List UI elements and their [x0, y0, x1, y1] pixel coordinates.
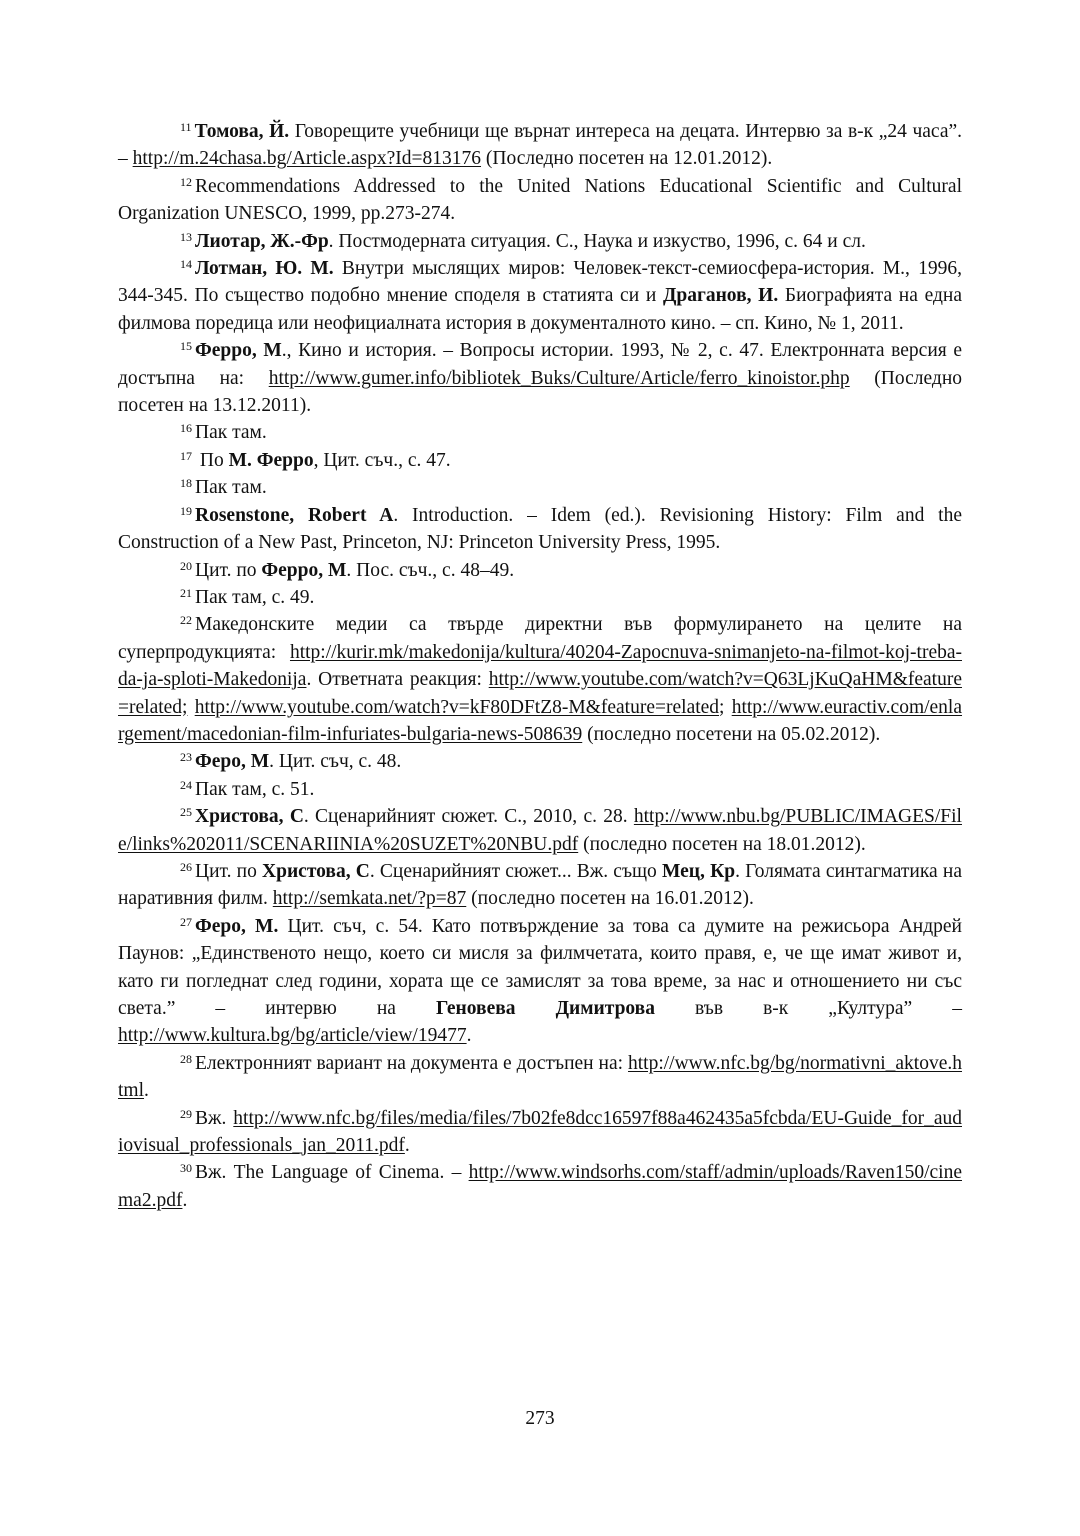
footnote-link[interactable]: http://semkata.net/?p=87 [272, 888, 467, 910]
footnote-16: $^{16}$ Пак там. [180, 421, 267, 444]
footnote-29: $^{29}$ Вж. http://www.nfc.bg/files/media/files/7b02fe8dcc16597f88a462435a5fcbda/EU-Guide_for_audiovisual_professionals_jan_2011.pdf. [118, 1106, 962, 1157]
footnote-26: $^{26}$ Цит. по Христова, С. Сценарийният сюжет... Вж. също Мец, Кр. Голямата синтагматика на наративния филм. http://semkata.net/?p=87 (последно посетен на 16.01.2012). [118, 859, 962, 910]
footnote-23: $^{23}$ Феро, М. Цит. съч, с. 48. [180, 750, 402, 773]
footnote-28: $^{28}$ Електронният вариант на документа е достъпен на: http://www.nfc.bg/bg/normativni_aktove.html. [118, 1051, 962, 1102]
footnote-number: 16 [180, 421, 192, 436]
footnote-link[interactable]: http://www.youtube.com/watch?v=Q63LjKuQaHM&feature=related; [118, 669, 962, 718]
footnote-number: 18 [180, 476, 192, 491]
footnote-number: 19 [180, 503, 192, 518]
footnote-number: 29 [180, 1106, 192, 1121]
footnote-link[interactable]: http://www.nfc.bg/files/media/files/7b02fe8dcc16597f88a462435a5fcbda/EU-Guide_for_audiovisual_professionals_jan_2011.pdf [118, 1107, 962, 1157]
footnote-14: $^{14}$ Лотман, Ю. М. Внутри мыслящих миров: Человек-текст-семиосфера-история. М., 1996, 344-345. По същество подобно мнение споделя в статията си и Драганов, И. Биографията на една филмова поредица или неофициалната история в документалното кино. – сп. Кино, № 1, 2011. [118, 257, 962, 334]
footnote-number: 11 [180, 120, 192, 134]
footnote-19: $^{19}$ Rosenstone, Robert A. Introduction. – Idem (ed.). Revisioning History: Film and the Construction of a New Past, Princeton, NJ: Princeton University Press, 1995. [118, 503, 962, 554]
footnote-25: $^{25}$ Христова, С. Сценарийният сюжет. С., 2010, с. 28. http://www.nbu.bg/PUBLIC/IMAGES/File/links%202011/SCENARIINIA%20SUZET%20NBU.pdf (последно посетен на 18.01.2012). [118, 805, 962, 855]
footnote-number: 24 [180, 777, 192, 792]
footnote-11: $^{11}$ Томова, Й. Говорещите учебници ще върнат интереса на децата. Интервю за в-к „24 часа”. – http://m.24chasa.bg/Article.aspx?Id=813176 (Последно посетен на 12.01.2012). [118, 120, 963, 170]
page-number: 273 [525, 1408, 555, 1429]
footnote-number: 14 [180, 257, 192, 272]
footnote-20: $^{20}$ Цит. по Ферро, М. Пос. съч., с. 48–49. [180, 558, 515, 581]
footnote-number: 28 [180, 1051, 192, 1066]
footnote-link[interactable]: http://www.youtube.com/watch?v=kF80DFtZ8-M&feature=related [194, 696, 720, 718]
footnote-17: $^{17}$ По М. Ферро, Цит. съч., с. 47. [180, 448, 451, 471]
footnote-number: 12 [180, 174, 192, 189]
footnote-21: $^{21}$ Пак там, с. 49. [180, 585, 315, 608]
footnote-number: 27 [180, 914, 192, 929]
footnote-number: 22 [180, 613, 192, 628]
footnote-number: 17 [180, 448, 192, 463]
footnote-link[interactable]: http://www.kultura.bg/bg/article/view/19477 [118, 1025, 467, 1047]
footnote-30: $^{30}$ Вж. The Language of Cinema. – http://www.windsorhs.com/staff/admin/uploads/Raven150/cinema2.pdf. [118, 1161, 962, 1211]
footnote-18: $^{18}$ Пак там. [180, 476, 267, 499]
footnote-number: 30 [180, 1161, 192, 1176]
footnotes-block [118, 118, 962, 1214]
footnote-22: $^{22}$ Македонските медии са твърде директни във формулирането на целите на суперпродукцията: http://kurir.mk/makedonija/kultura/40204-Zapocnuva-snimanjeto-na-filmot-koj-treba-da-ja-sploti-Makedonija. Ответната реакция: http://www.youtube.com/watch?v=Q63LjKuQaHM&feature=related; http://www.youtube.com/watch?v=kF80DFtZ8-M&feature=related; http://www.euractiv.com/enlargement/macedonian-film-infuriates-bulgaria-news-508639 (последно посетени на 05.02.2012). [118, 613, 963, 745]
footnote-number: 25 [180, 805, 192, 820]
footnote-12: $^{12}$ Recommendations Addressed to the United Nations Educational Scientific and Cultural Organization UNESCO, 1999, pp.273-274. [118, 174, 962, 225]
footnote-number: 21 [180, 585, 192, 600]
footnote-number: 26 [180, 859, 192, 874]
footnote-link[interactable]: http://m.24chasa.bg/Article.aspx?Id=813176 [132, 148, 482, 170]
footnote-15: $^{15}$ Феppо, М., Кино и история. – Вопросы истории. 1993, № 2, с. 47. Електронната версия е достъпна на: http://www.gumer.info/bibliotek_Buks/Culture/Article/ferro_kinoistor.php (Последно посетен на 13.12.2011). [118, 339, 963, 417]
footnote-link[interactable]: http://www.euractiv.com/enlargement/macedonian-film-infuriates-bulgaria-news-508639 [118, 696, 963, 745]
footnote-24: $^{24}$ Пак там, с. 51. [180, 777, 315, 800]
footnote-link[interactable]: http://kurir.mk/makedonija/kultura/40204-Zapocnuva-snimanjeto-na-filmot-koj-treba-da-ja-sploti-Makedonija [118, 641, 962, 691]
footnote-27: $^{27}$ Феро, М. Цит. съч, с. 54. Като потвърждение за това са думите на режисьора Андрей Паунов: „Единственото нещо, което си мисля за филмчетата, които правя, е, че ще имат живот и, като ги погледнат след години, хората ще се замислят за това време, за нас и отношението ни със света.” – интервю на Геновева Димитрова във в-к „Култура” – http://www.kultura.bg/bg/article/view/19477. [118, 914, 963, 1047]
footnote-13: $^{13}$ Лиотар, Ж.-Фр. Постмодерната ситуация. С., Наука и изкуство, 1996, с. 64 и сл. [180, 229, 866, 252]
footnote-number: 20 [180, 558, 192, 573]
footnote-link[interactable]: http://www.gumer.info/bibliotek_Buks/Culture/Article/ferro_kinoistor.php [268, 367, 850, 389]
footnote-number: 15 [180, 339, 192, 354]
footnote-link[interactable]: http://www.windsorhs.com/staff/admin/uploads/Raven150/cinema2.pdf [118, 1162, 962, 1211]
footnote-number: 13 [180, 229, 192, 244]
footnote-number: 23 [180, 750, 192, 765]
footnote-link[interactable]: http://www.nbu.bg/PUBLIC/IMAGES/File/links%202011/SCENARIINIA%20SUZET%20NBU.pdf [118, 806, 962, 855]
footnote-link[interactable]: http://www.nfc.bg/bg/normativni_aktove.html [118, 1052, 962, 1102]
